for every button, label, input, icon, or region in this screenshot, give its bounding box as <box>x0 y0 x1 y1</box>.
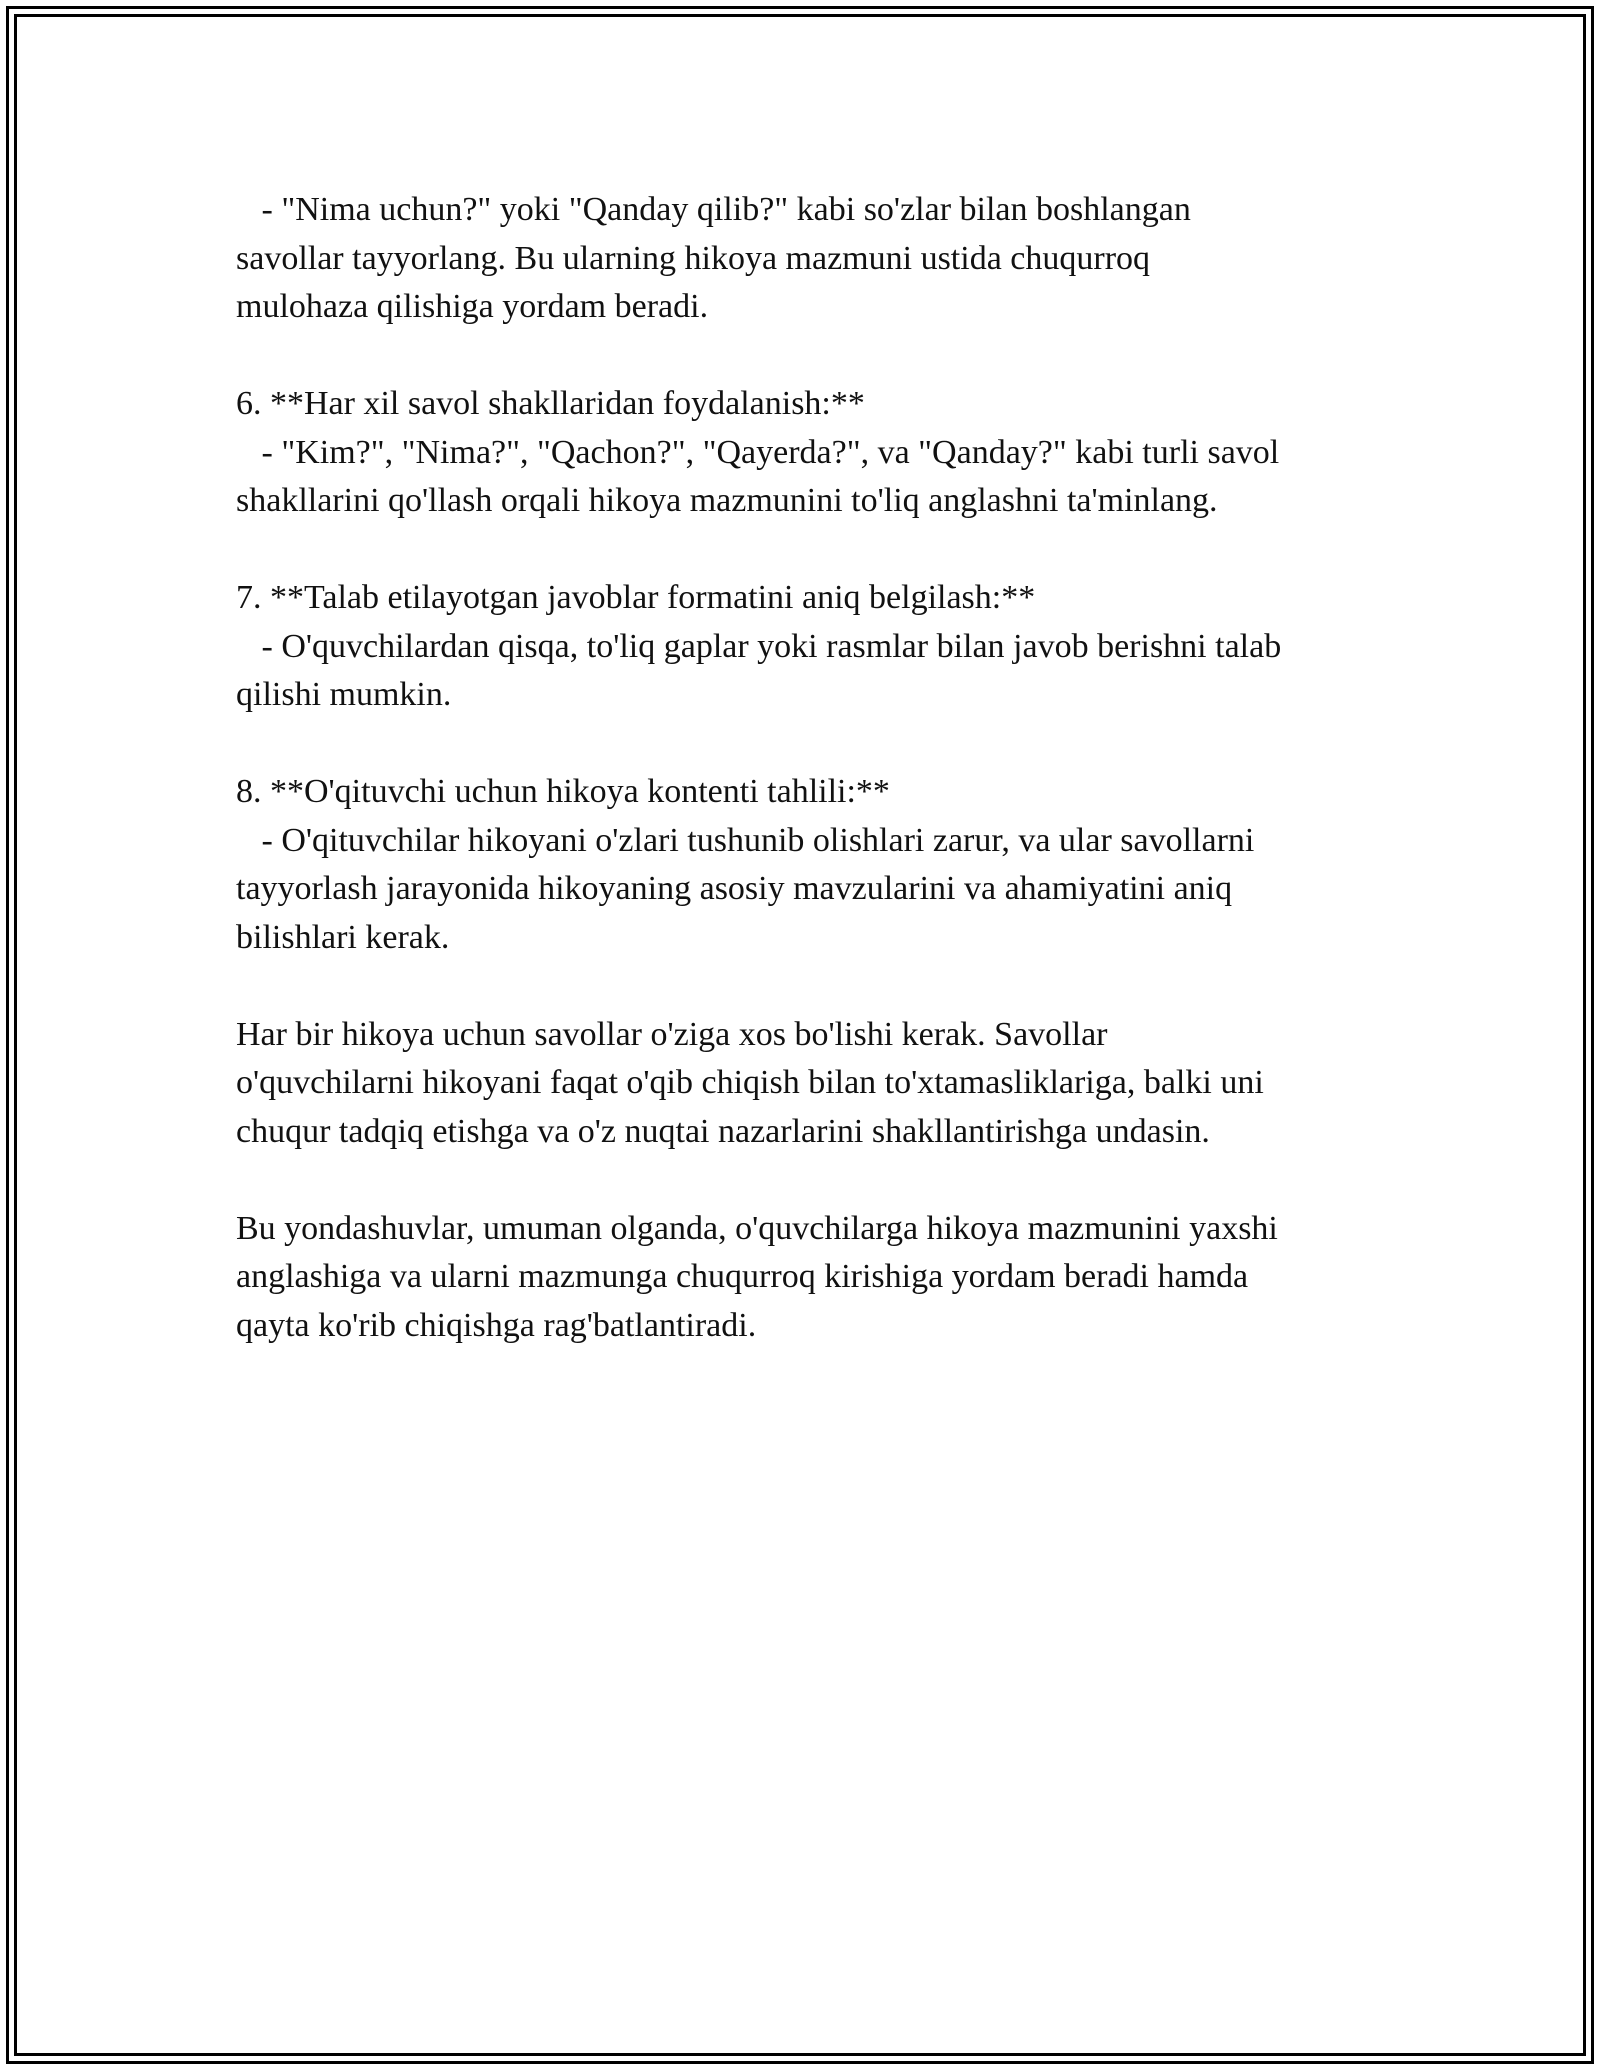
paragraph-conclusion <box>236 1205 1386 1351</box>
list-heading: 7. **Talab etilayotgan javoblar formatini aniq belgilash:** <box>236 579 1036 616</box>
paragraph-item-8 <box>236 768 1386 962</box>
text-line: shakllarini qo'llash orqali hikoya mazmunini to'liq anglashni ta'minlang. <box>236 482 1218 519</box>
text-line: bilishlari kerak. <box>236 918 450 956</box>
text-line: mulohaza qilishiga yordam beradi. <box>236 288 709 325</box>
paragraph-item-6 <box>236 380 1386 526</box>
list-heading: 6. **Har xil savol shakllaridan foydalanish:** <box>236 385 865 422</box>
text-line: tayyorlash jarayonida hikoyaning asosiy mavzularini va ahamiyatini aniq <box>236 870 1233 907</box>
text-line: qayta ko'rib chiqishga rag'batlantiradi. <box>236 1306 757 1344</box>
text-line: - O'quvchilardan qisqa, to'liq gaplar yoki rasmlar bilan javob berishni talab <box>236 627 1282 665</box>
paragraph-question-forms <box>236 186 1386 332</box>
text-line: o'quvchilarni hikoyani faqat o'qib chiqish bilan to'xtamasliklariga, balki uni <box>236 1064 1264 1101</box>
text-line: - "Nima uchun?" yoki "Qanday qilib?" kabi so'zlar bilan boshlangan <box>236 191 1191 228</box>
paragraph-summary <box>236 1011 1386 1157</box>
text-line: - "Kim?", "Nima?", "Qachon?", "Qayerda?", va "Qanday?" kabi turli savol <box>236 433 1280 471</box>
text-line: savollar tayyorlang. Bu ularning hikoya mazmuni ustida chuqurroq <box>236 239 1151 277</box>
text-line: qilishi mumkin. <box>236 676 452 713</box>
text-line: Bu yondashuvlar, umuman olganda, o'quvchilarga hikoya mazmunini yaxshi <box>236 1209 1278 1247</box>
text-line: anglashiga va ularni mazmunga chuqurroq kirishiga yordam beradi hamda <box>236 1258 1249 1295</box>
document-body <box>236 186 1386 1399</box>
paragraph-item-7 <box>236 574 1386 720</box>
text-line: chuqur tadqiq etishga va o'z nuqtai nazarlarini shakllantirishga undasin. <box>236 1112 1210 1150</box>
text-line: - O'qituvchilar hikoyani o'zlari tushunib olishlari zarur, va ular savollarni <box>236 821 1255 859</box>
list-heading: 8. **O'qituvchi uchun hikoya kontenti tahlili:** <box>236 773 890 810</box>
text-line: Har bir hikoya uchun savollar o'ziga xos bo'lishi kerak. Savollar <box>236 1015 1108 1053</box>
